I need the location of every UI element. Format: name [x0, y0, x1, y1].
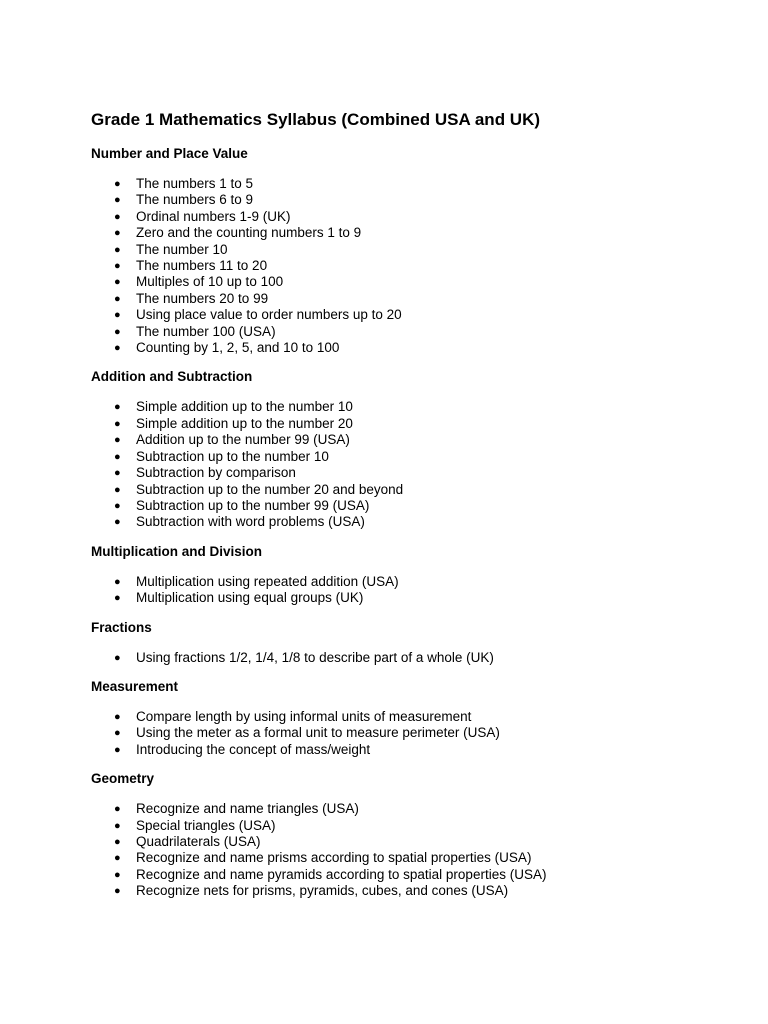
- bullet-icon: ●: [114, 450, 121, 463]
- bullet-icon: ●: [114, 178, 121, 190]
- list-item-text: Simple addition up to the number 10: [136, 399, 353, 415]
- list-item-text: Subtraction by comparison: [136, 465, 296, 481]
- list-item: [91, 192, 731, 208]
- bullet-icon: ●: [114, 819, 121, 832]
- list-item-text: Multiplication using repeated addition (USA): [136, 573, 399, 589]
- list-item-text: The number 100 (USA): [136, 323, 276, 339]
- bullet-icon: ●: [114, 710, 121, 723]
- bullet-icon: ●: [114, 651, 121, 664]
- bullet-icon: ●: [114, 292, 121, 305]
- list-item: [91, 242, 731, 258]
- list-item-text: Special triangles (USA): [136, 817, 276, 833]
- bullet-list: [91, 176, 731, 356]
- list-item: [91, 709, 731, 725]
- list-item: [91, 176, 731, 192]
- list-item: [91, 225, 731, 241]
- list-item-text: The numbers 11 to 20: [136, 258, 268, 274]
- list-item-text: Introducing the concept of mass/weight: [136, 741, 371, 757]
- bullet-icon: ●: [114, 835, 121, 848]
- bullet-icon: ●: [114, 210, 121, 223]
- section-heading: Multiplication and Division: [91, 543, 263, 559]
- list-item: [91, 416, 731, 432]
- list-item: [91, 307, 731, 323]
- section-heading: Number and Place Value: [91, 146, 248, 161]
- list-item: [91, 850, 731, 866]
- list-item: [91, 209, 731, 225]
- bullet-icon: ●: [114, 499, 121, 512]
- list-item: [91, 834, 731, 850]
- bullet-icon: ●: [114, 575, 121, 588]
- bullet-list: [91, 574, 731, 607]
- bullet-icon: ●: [114, 885, 121, 898]
- bullet-icon: ●: [114, 309, 121, 322]
- section-heading: Fractions: [91, 619, 152, 635]
- list-item-text: Zero and the counting numbers 1 to 9: [136, 225, 362, 241]
- list-item: [91, 574, 731, 590]
- list-item: [91, 324, 731, 340]
- list-item-text: The number 10: [136, 241, 228, 257]
- bullet-list: [91, 399, 731, 530]
- list-item: [91, 432, 731, 448]
- list-item-text: Recognize and name triangles (USA): [136, 801, 359, 817]
- list-item: [91, 883, 731, 899]
- bullet-icon: ●: [114, 483, 121, 496]
- bullet-icon: ●: [114, 401, 121, 414]
- list-item-text: Simple addition up to the number 20: [136, 415, 353, 431]
- list-item-text: Recognize and name prisms according to spatial properties (USA): [136, 850, 532, 866]
- bullet-icon: ●: [114, 342, 121, 355]
- document-page: [91, 109, 731, 900]
- list-item: [91, 258, 731, 274]
- list-item: [91, 482, 731, 498]
- list-item-text: Ordinal numbers 1-9 (UK): [136, 208, 291, 224]
- bullet-icon: ●: [114, 194, 121, 207]
- list-item: [91, 650, 731, 666]
- bullet-icon: ●: [114, 852, 121, 865]
- list-item-text: Subtraction up to the number 10: [136, 448, 329, 464]
- bullet-list: [91, 801, 731, 899]
- bullet-list: [91, 650, 731, 666]
- bullet-icon: ●: [114, 592, 121, 605]
- list-item-text: Subtraction up to the number 99 (USA): [136, 497, 370, 513]
- bullet-icon: ●: [114, 803, 121, 816]
- list-item-text: The numbers 20 to 99: [136, 290, 269, 306]
- document-title: Grade 1 Mathematics Syllabus (Combined USA and UK): [91, 110, 541, 129]
- list-item-text: The numbers 1 to 5: [136, 176, 254, 191]
- list-item-text: Using the meter as a formal unit to measure perimeter (USA): [136, 725, 500, 741]
- bullet-icon: ●: [114, 276, 121, 289]
- list-item: [91, 514, 731, 530]
- list-item: [91, 449, 731, 465]
- list-item: [91, 465, 731, 481]
- list-item: [91, 867, 731, 883]
- bullet-list: [91, 709, 731, 758]
- list-item-text: Using fractions 1/2, 1/4, 1/8 to describe part of a whole (UK): [136, 649, 494, 665]
- list-item: [91, 801, 731, 817]
- section-heading: Measurement: [91, 678, 179, 694]
- list-item-text: Recognize nets for prisms, pyramids, cubes, and cones (USA): [136, 883, 509, 899]
- list-item: [91, 590, 731, 606]
- list-item: [91, 818, 731, 834]
- bullet-icon: ●: [114, 516, 121, 529]
- bullet-icon: ●: [114, 325, 121, 338]
- list-item-text: Using place value to order numbers up to 20: [136, 307, 402, 323]
- list-item-text: Counting by 1, 2, 5, and 10 to 100: [136, 340, 340, 356]
- list-item-text: Multiples of 10 up to 100: [136, 274, 284, 290]
- bullet-icon: ●: [114, 467, 121, 480]
- list-item-text: Multiplication using equal groups (UK): [136, 590, 364, 606]
- list-item: [91, 498, 731, 514]
- list-item: [91, 399, 731, 415]
- bullet-icon: ●: [114, 227, 121, 240]
- bullet-icon: ●: [114, 727, 121, 740]
- bullet-icon: ●: [114, 434, 121, 447]
- bullet-icon: ●: [114, 743, 121, 756]
- list-item-text: Recognize and name pyramids according to spatial properties (USA): [136, 866, 547, 882]
- bullet-icon: ●: [114, 417, 121, 430]
- syllabus-sections: [91, 145, 731, 900]
- list-item: [91, 725, 731, 741]
- list-item: [91, 742, 731, 758]
- section-heading: Addition and Subtraction: [91, 369, 253, 385]
- list-item-text: Subtraction with word problems (USA): [136, 514, 365, 530]
- list-item: [91, 291, 731, 307]
- list-item-text: Quadrilaterals (USA): [136, 833, 261, 849]
- list-item: [91, 340, 731, 356]
- bullet-icon: ●: [114, 260, 121, 273]
- bullet-icon: ●: [114, 243, 121, 256]
- section-heading: Geometry: [91, 771, 155, 787]
- list-item-text: Compare length by using informal units of measurement: [136, 708, 472, 724]
- list-item-text: Addition up to the number 99 (USA): [136, 432, 350, 448]
- list-item: [91, 274, 731, 290]
- list-item-text: The numbers 6 to 9: [136, 192, 254, 208]
- bullet-icon: ●: [114, 868, 121, 881]
- list-item-text: Subtraction up to the number 20 and beyond: [136, 481, 404, 497]
